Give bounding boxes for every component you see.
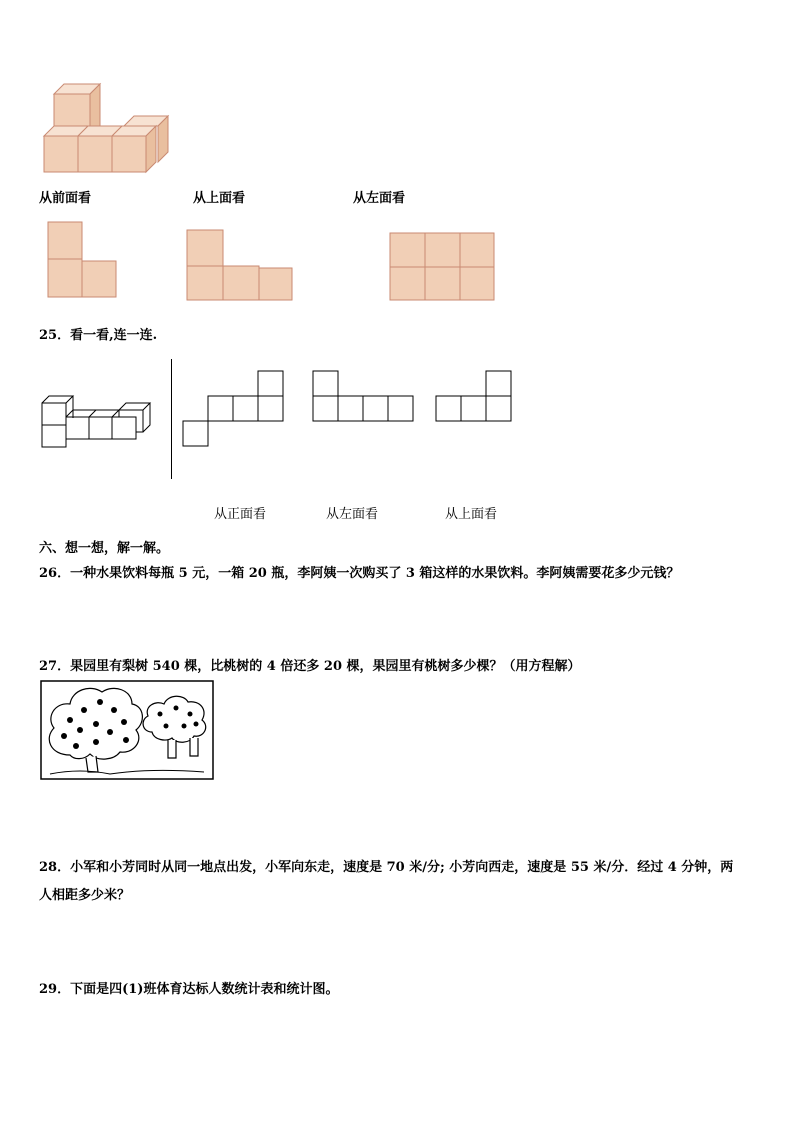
q25-divider-line	[171, 359, 172, 479]
q28-text-line2: 人相距多少米？	[39, 888, 131, 903]
q25-label-left: 从左面看	[326, 507, 379, 522]
top-view-figure	[185, 228, 295, 304]
q25-view-option-3	[435, 370, 515, 424]
cube-stack-3d	[40, 80, 175, 175]
front-view-figure	[46, 220, 121, 302]
label-left-view: 从左面看	[353, 191, 406, 206]
left-view-figure	[388, 231, 498, 303]
q25-label-front: 从正面看	[214, 507, 267, 522]
q26-text: 26．一种水果饮料每瓶 5 元，一箱 20 瓶，李阿姨一次购买了 3 箱这样的水果饮料。李阿姨需要花多少元钱？	[39, 566, 680, 581]
label-top-view: 从上面看	[193, 191, 246, 206]
q25-label-top: 从上面看	[445, 507, 498, 522]
q29-text: 29．下面是四(1)班体育达标人数统计表和统计图。	[39, 982, 339, 997]
q28-text-line1: 28．小军和小芳同时从同一地点出发，小军向东走，速度是 70 米/分; 小芳向西走，速度是 55 米/分．经过 4 分钟，两	[39, 860, 734, 875]
q25-cube-figure	[40, 393, 155, 449]
q25-view-option-2	[312, 370, 416, 424]
q25-view-option-1	[182, 370, 286, 448]
orchard-illustration	[40, 680, 214, 780]
q25-title: 25．看一看,连一连.	[39, 328, 158, 343]
q27-text: 27．果园里有梨树 540 棵，比桃树的 4 倍还多 20 棵，果园里有桃树多少棵？（用方程解）	[39, 659, 581, 674]
section-6-title: 六、想一想，解一解。	[39, 541, 170, 556]
label-front-view: 从前面看	[39, 191, 92, 206]
